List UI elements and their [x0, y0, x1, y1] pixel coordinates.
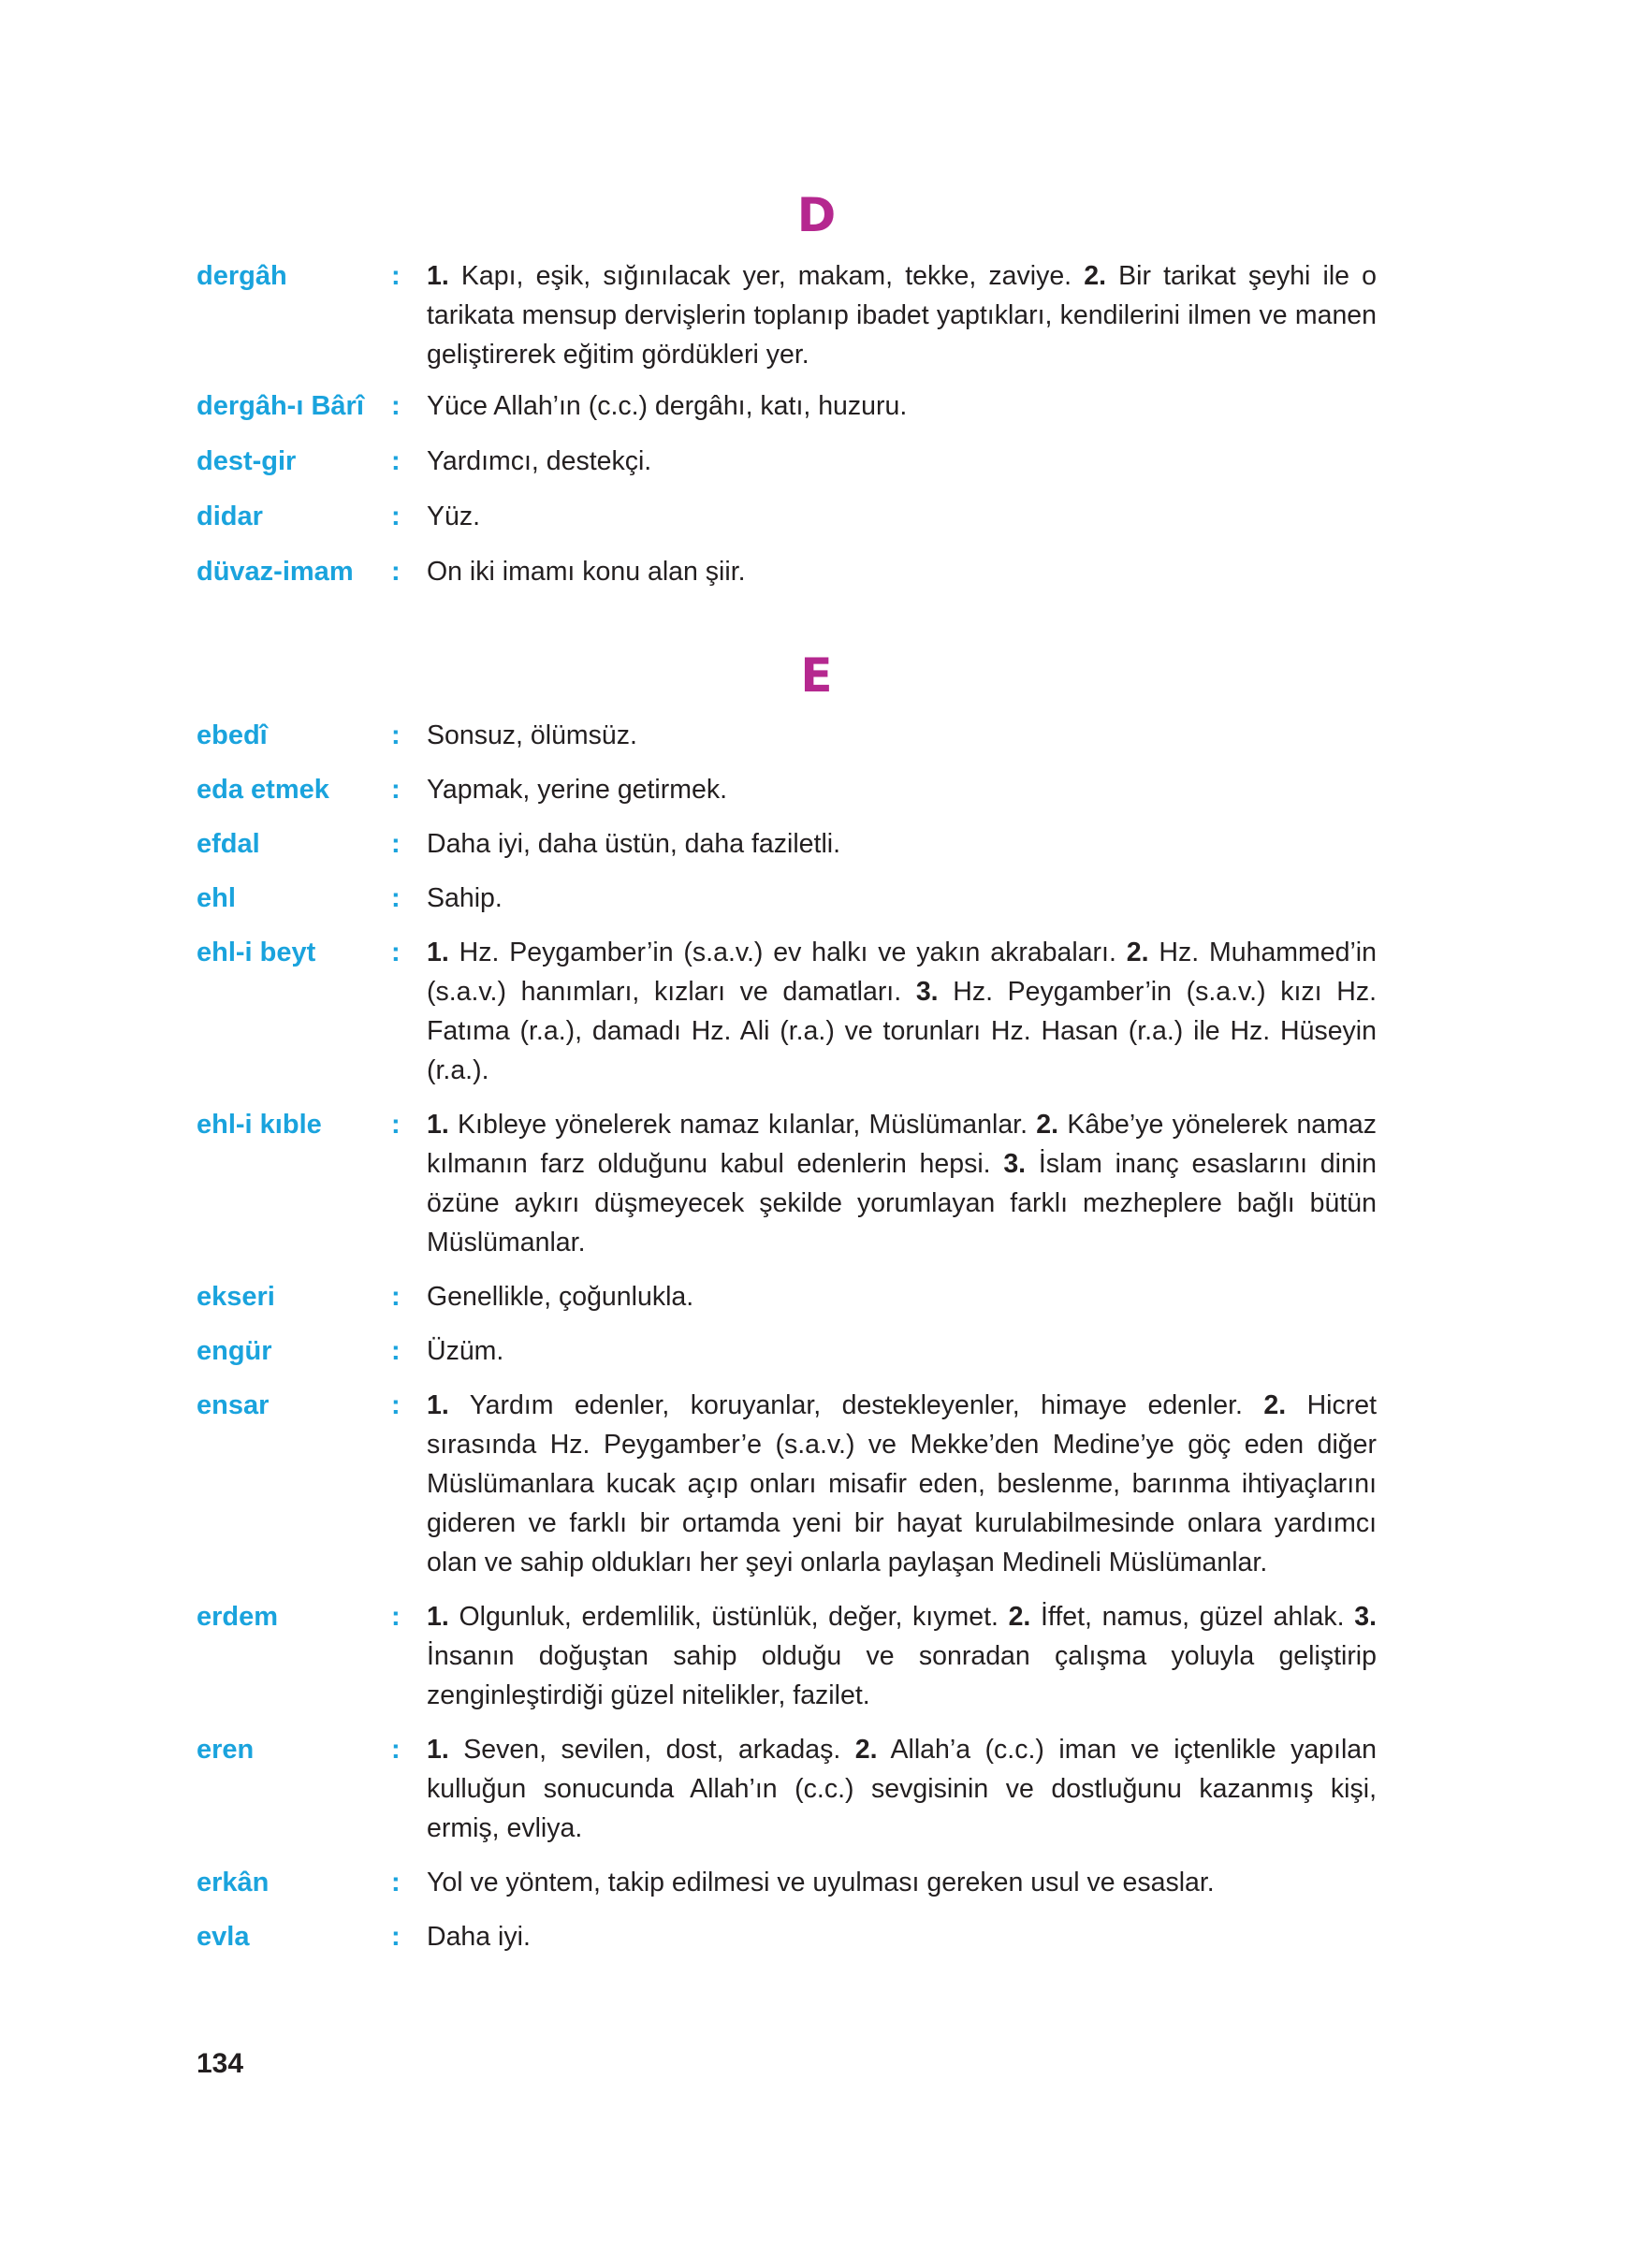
- sense-text: Hz. Muhammed’in (s.a.v.) hanımları, kızları ve damatları.: [427, 938, 1377, 1007]
- sense-text: Kapı, eşik, sığınılacak yer, makam, tekke, zaviye.: [448, 261, 1085, 291]
- sense-number: 2.: [854, 1735, 878, 1765]
- entry-term: dergâh: [197, 261, 287, 291]
- entry-definition: [427, 933, 1377, 1090]
- glossary-entry: [197, 1917, 1404, 1956]
- entry-term: ekseri: [197, 1282, 275, 1312]
- entry-separator: :: [391, 1390, 401, 1420]
- glossary-entry: [197, 1863, 1404, 1902]
- entry-definition: Sonsuz, ölümsüz.: [427, 720, 637, 750]
- sense-number: 2.: [1263, 1390, 1287, 1420]
- entry-separator: :: [391, 1336, 401, 1366]
- sense-text: Allah’a (c.c.) iman ve içtenlikle yapılan kulluğun sonucunda Allah’ın (c.c.) sevgisinin ve dostluğunu kazanmış kişi, ermiş, evliya.: [427, 1735, 1377, 1843]
- page-number: 134: [197, 2048, 244, 2079]
- entry-definition: Yüce Allah’ın (c.c.) dergâhı, katı, huzuru.: [427, 391, 908, 421]
- entry-separator: :: [391, 938, 401, 967]
- entry-term: ehl-i beyt: [197, 938, 316, 967]
- sense-text: Bir tarikat şeyhi ile o tarikata mensup dervişlerin toplanıp ibadet yaptıkları, kendilerini ilmen ve manen geliştirerek eğitim gördükleri yer.: [427, 261, 1377, 370]
- glossary-entry: [197, 933, 1404, 1090]
- entry-separator: :: [391, 1735, 401, 1765]
- entry-definition: [427, 1105, 1377, 1262]
- sense-number: 3.: [1003, 1149, 1027, 1179]
- section-d-entries: [197, 256, 1404, 591]
- entry-separator: :: [391, 261, 401, 291]
- entry-term: dest-gir: [197, 446, 297, 476]
- entry-definition: [427, 1730, 1377, 1848]
- entry-term: ensar: [197, 1390, 270, 1420]
- sense-number: 1.: [427, 1735, 449, 1765]
- sense-text: Kâbe’ye yönelerek namaz kılmanın farz olduğunu kabul edenlerin hepsi.: [427, 1110, 1377, 1179]
- entry-term: düvaz-imam: [197, 557, 354, 587]
- entry-definition: Daha iyi, daha üstün, daha faziletli.: [427, 829, 841, 859]
- entry-term: ehl-i kıble: [197, 1110, 322, 1140]
- entry-separator: :: [391, 446, 401, 476]
- glossary-entry: [197, 1597, 1404, 1715]
- glossary-entry: [197, 256, 1404, 374]
- sense-text: İnsanın doğuştan sahip olduğu ve sonradan çalışma yoluyla geliştirip zenginleştirdiği güzel nitelikler, fazilet.: [427, 1641, 1377, 1710]
- sense-text: Kıbleye yönelerek namaz kılanlar, Müslümanlar.: [448, 1110, 1037, 1140]
- sense-text: Hz. Peygamber’in (s.a.v.) kızı Hz. Fatıma (r.a.), damadı Hz. Ali (r.a.) ve torunları Hz. Hasan (r.a.) ile Hz. Hüseyin (r.a.).: [427, 977, 1377, 1085]
- sense-number: 2.: [1008, 1602, 1031, 1632]
- sense-number: 3.: [1354, 1602, 1378, 1632]
- entry-term: eren: [197, 1735, 255, 1765]
- sense-number: 1.: [427, 1602, 449, 1632]
- sense-number: 2.: [1084, 261, 1107, 291]
- entry-definition: Yardımcı, destekçi.: [427, 446, 652, 476]
- glossary-entry: [197, 824, 1404, 864]
- section-e-entries: [197, 716, 1404, 1956]
- entry-separator: :: [391, 720, 401, 750]
- sense-number: 2.: [1126, 938, 1149, 967]
- entry-term: evla: [197, 1922, 250, 1952]
- entry-separator: :: [391, 829, 401, 859]
- entry-definition: Üzüm.: [427, 1336, 504, 1366]
- entry-definition: Yol ve yöntem, takip edilmesi ve uyulması gereken usul ve esaslar.: [427, 1868, 1215, 1897]
- sense-text: Hicret sırasında Hz. Peygamber’e (s.a.v.) ve Mekke’den Medine’ye göç eden diğer Müslümanlara kucak açıp onları misafir eden, beslenme, barınma ihtiyaçlarını gideren ve farklı bir ortamda yeni bir hayat kurulabilmesinde onlara yardımcı olan ve sahip oldukları her şeyi onlarla paylaşan Medineli Müslümanlar.: [427, 1390, 1378, 1577]
- entry-term: ebedî: [197, 720, 268, 750]
- entry-definition: Yüz.: [427, 502, 481, 531]
- entry-separator: :: [391, 1922, 401, 1952]
- entry-definition: [427, 1386, 1377, 1582]
- glossary-entry: [197, 879, 1404, 918]
- sense-number: 2.: [1036, 1110, 1059, 1140]
- entry-term: dergâh-ı Bârî: [197, 391, 364, 421]
- sense-text: Hz. Peygamber’in (s.a.v.) ev halkı ve yakın akrabaları.: [448, 938, 1127, 967]
- entry-definition: Yapmak, yerine getirmek.: [427, 775, 728, 805]
- section-letter-e: E: [800, 648, 833, 703]
- entry-term: didar: [197, 502, 263, 531]
- sense-text: Yardım edenler, koruyanlar, destekleyenler, himaye edenler.: [448, 1390, 1264, 1420]
- sense-number: 1.: [427, 1110, 449, 1140]
- glossary-entry: [197, 1105, 1404, 1262]
- section-letter-d: D: [796, 188, 837, 242]
- entry-definition: Daha iyi.: [427, 1922, 531, 1952]
- glossary-entry: [197, 552, 1404, 591]
- glossary-entry: [197, 442, 1404, 481]
- entry-separator: :: [391, 391, 401, 421]
- sense-number: 1.: [427, 1390, 449, 1420]
- sense-number: 1.: [427, 261, 449, 291]
- entry-separator: :: [391, 1868, 401, 1897]
- glossary-entry: [197, 716, 1404, 755]
- entry-term: erdem: [197, 1602, 279, 1632]
- entry-definition: Sahip.: [427, 883, 503, 913]
- sense-number: 1.: [427, 938, 449, 967]
- sense-number: 3.: [915, 977, 939, 1007]
- entry-definition: Genellikle, çoğunlukla.: [427, 1282, 694, 1312]
- sense-text: İffet, namus, güzel ahlak.: [1030, 1602, 1355, 1632]
- entry-separator: :: [391, 1282, 401, 1312]
- entry-separator: :: [391, 883, 401, 913]
- glossary-entry: [197, 1730, 1404, 1848]
- glossary-entry: [197, 1386, 1404, 1582]
- entry-definition: [427, 1597, 1377, 1715]
- sense-text: İslam inanç esaslarını dinin özüne aykırı düşmeyecek şekilde yorumlayan farklı mezheplere bağlı bütün Müslümanlar.: [427, 1149, 1378, 1258]
- glossary-entry: [197, 770, 1404, 809]
- entry-definition: On iki imamı konu alan şiir.: [427, 557, 746, 587]
- entry-separator: :: [391, 502, 401, 531]
- entry-separator: :: [391, 1602, 401, 1632]
- glossary-entry: [197, 386, 1404, 426]
- entry-term: ehl: [197, 883, 236, 913]
- entry-term: erkân: [197, 1868, 270, 1897]
- entry-term: engür: [197, 1336, 272, 1366]
- entry-term: efdal: [197, 829, 260, 859]
- entry-term: eda etmek: [197, 775, 329, 805]
- glossary-entry: [197, 1277, 1404, 1316]
- glossary-entry: [197, 1331, 1404, 1371]
- entry-definition: [427, 256, 1377, 374]
- entry-separator: :: [391, 775, 401, 805]
- glossary-entry: [197, 497, 1404, 536]
- sense-text: Olgunluk, erdemlilik, üstünlük, değer, kıymet.: [448, 1602, 1009, 1632]
- entry-separator: :: [391, 557, 401, 587]
- entry-separator: :: [391, 1110, 401, 1140]
- sense-text: Seven, sevilen, dost, arkadaş.: [448, 1735, 855, 1765]
